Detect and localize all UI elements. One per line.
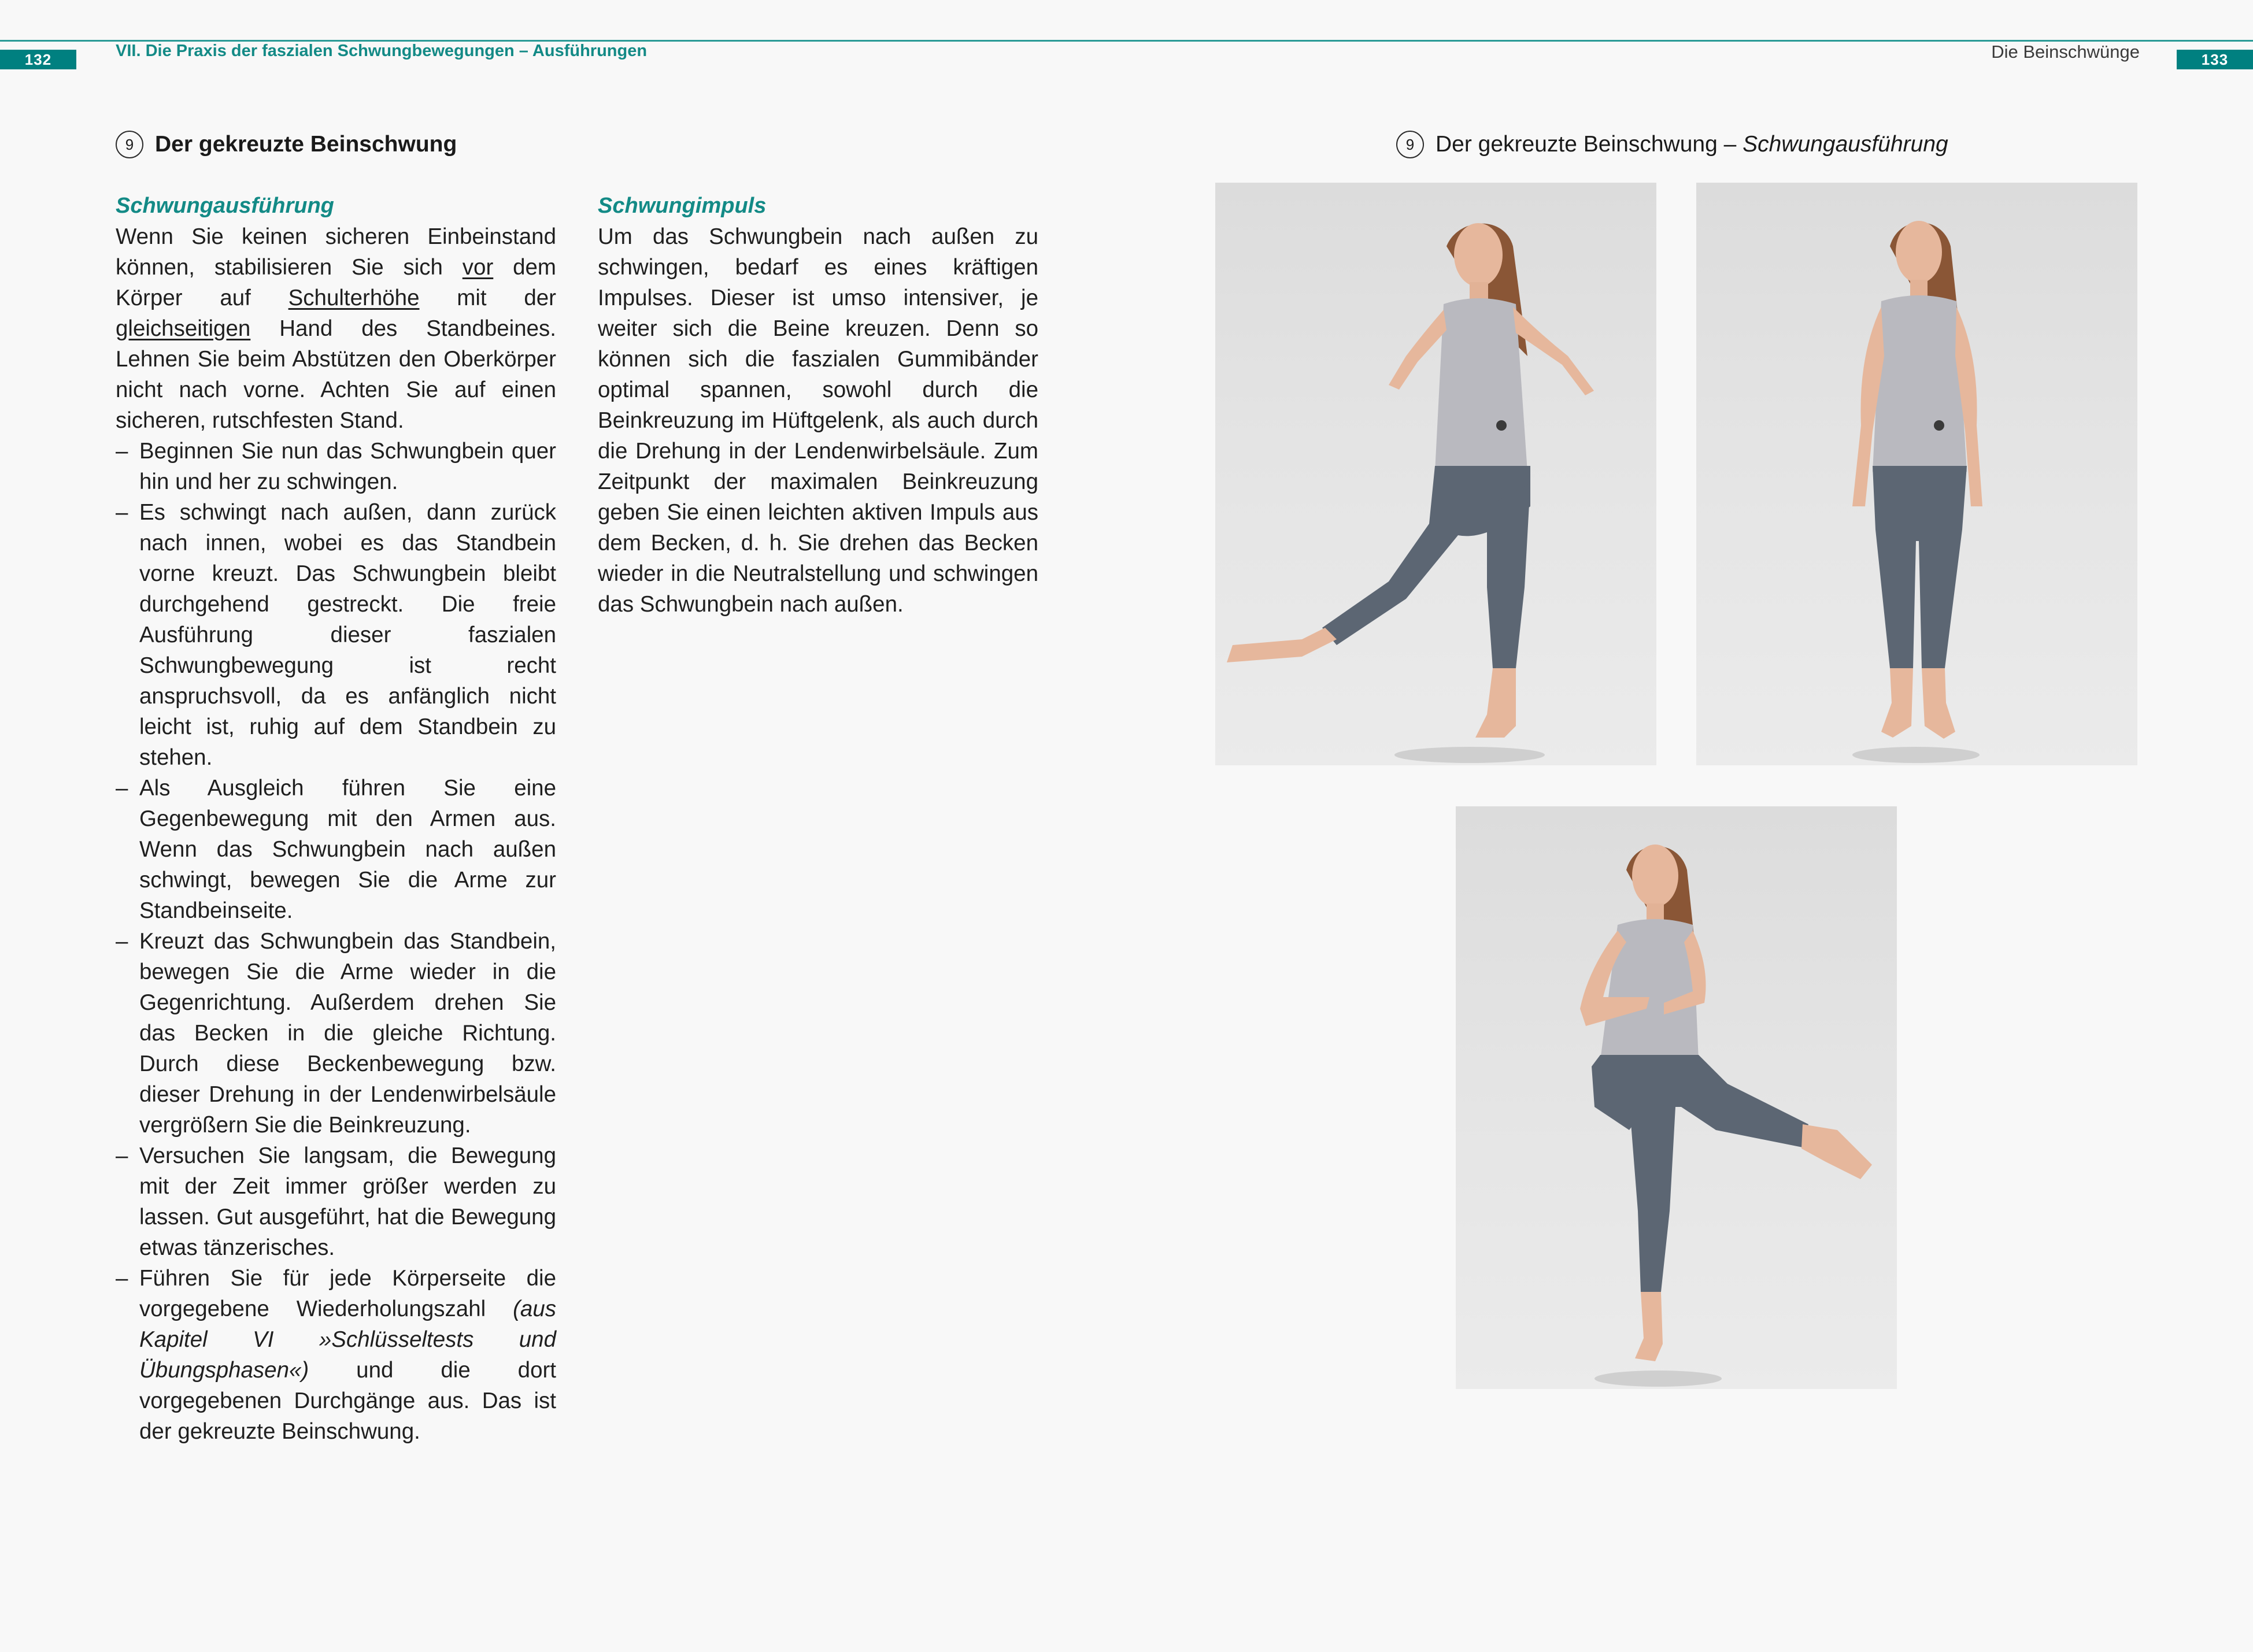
section-number-badge: 9 [116, 131, 143, 158]
subhead-schwungimpuls: Schwungimpuls [598, 194, 767, 218]
right-running-head: Die Beinschwünge [1991, 42, 2140, 62]
list-item: – Kreuzt das Schwungbein das Standbein, bewegen Sie die Arme wieder in die Gegenrichtung. Außerdem drehen Sie das Becken in die gleiche Richtung. Durch diese Beckenbewegung bzw. dieser Drehung in der Lendenwirbelsäule vergrößern Sie die Beinkreuzung. [116, 926, 556, 1140]
left-running-head: VII. Die Praxis der faszialen Schwungbewegungen – Ausführungen [116, 42, 648, 60]
impulse-paragraph: Um das Schwungbein nach außen zu schwingen, bedarf es eines kräftigen Impulses. Dieser ist umso intensiver, je weiter sich die Beine kreuzen. Denn so können sich die faszialen Gummibänder optimal spannen, sowohl durch die Beinkreuzung im Hüftgelenk, als auch durch die Drehung in der Lendenwirbelsäule. Zum Zeitpunkt der maximalen Beinkreuzung geben Sie einen leichten aktiven Impuls aus dem Becken, d. h. Sie drehen das Becken wieder in die Neutralstellung und schwingen das Schwungbein nach außen. [598, 224, 1038, 617]
left-page-number: 132 [0, 50, 76, 69]
intro-text-4: Hand des Standbeines. Lehnen Sie beim Abstützen den Oberkörper nicht nach vorne. Achten Sie auf einen sicheren, rutschfesten Stand. [116, 316, 556, 433]
intro-underline-schulterhoehe: Schulterhöhe [288, 286, 420, 310]
list-item [116, 1263, 556, 1447]
instruction-list [116, 436, 556, 1447]
list-item: – Als Ausgleich führen Sie eine Gegenbewegung mit den Armen aus. Wenn das Schwungbein nach außen schwingt, bewegen Sie die Arme zur Standbeinseite. [116, 773, 556, 926]
list-item: – Es schwingt nach außen, dann zurück nach innen, wobei es das Standbein vorne kreuzt. Das Schwungbein bleibt durchgehend gestreckt. Die freie Ausführung dieser faszialen Schwungbewegung ist recht anspruchsvoll, da es anfänglich nicht leicht ist, ruhig auf dem Standbein zu stehen. [116, 497, 556, 773]
right-section-heading [1396, 131, 1948, 158]
figure-leg-cross-inward [1456, 806, 1897, 1389]
left-section-heading [116, 131, 457, 158]
intro-text-1: Wenn Sie keinen sicheren Einbeinstand können, stabilisieren Sie sich [116, 224, 556, 280]
figure-leg-swing-outward [1215, 183, 1656, 765]
column-2 [598, 191, 1038, 620]
column-1 [116, 191, 556, 1447]
list-item: – Versuchen Sie langsam, die Bewegung mit der Zeit immer größer werden zu lassen. Gut ausgeführt, hat die Bewegung etwas tänzerisches. [116, 1140, 556, 1263]
figure-neutral-stance [1696, 183, 2137, 765]
photo-neutral-stance [1696, 183, 2137, 765]
last-bullet-chapter-reference: (aus Kapitel VI »Schlüsseltests und Übungsphasen«) [139, 1297, 556, 1383]
photo-leg-cross-inward [1456, 806, 1897, 1389]
intro-text-2: dem Körper auf [116, 255, 557, 310]
list-item: – Beginnen Sie nun das Schwungbein quer hin und her zu schwingen. [116, 436, 556, 497]
last-bullet-text-2: und die dort vorgegebenen Durchgänge aus. Das ist der gekreuzte Beinschwung. [139, 1358, 556, 1444]
subhead-schwungausfuehrung: Schwungausführung [116, 194, 334, 218]
right-section-title-italic: Schwungausführung [1743, 132, 1948, 157]
section-number-badge: 9 [1396, 131, 1424, 158]
intro-underline-vor: vor [462, 255, 494, 280]
left-section-title: Der gekreuzte Beinschwung [155, 132, 457, 157]
intro-underline-gleichseitigen: gleichseitigen [116, 316, 251, 341]
intro-text-3: mit der [419, 286, 556, 310]
intro-paragraph [116, 221, 556, 436]
photo-leg-swing-outward [1215, 183, 1656, 765]
right-page-number: 133 [2177, 50, 2253, 69]
last-bullet-text-1: Führen Sie für jede Körperseite die vorgegebene Wiederholungszahl [139, 1266, 556, 1321]
right-section-title: Der gekreuzte Beinschwung – [1436, 132, 1743, 157]
